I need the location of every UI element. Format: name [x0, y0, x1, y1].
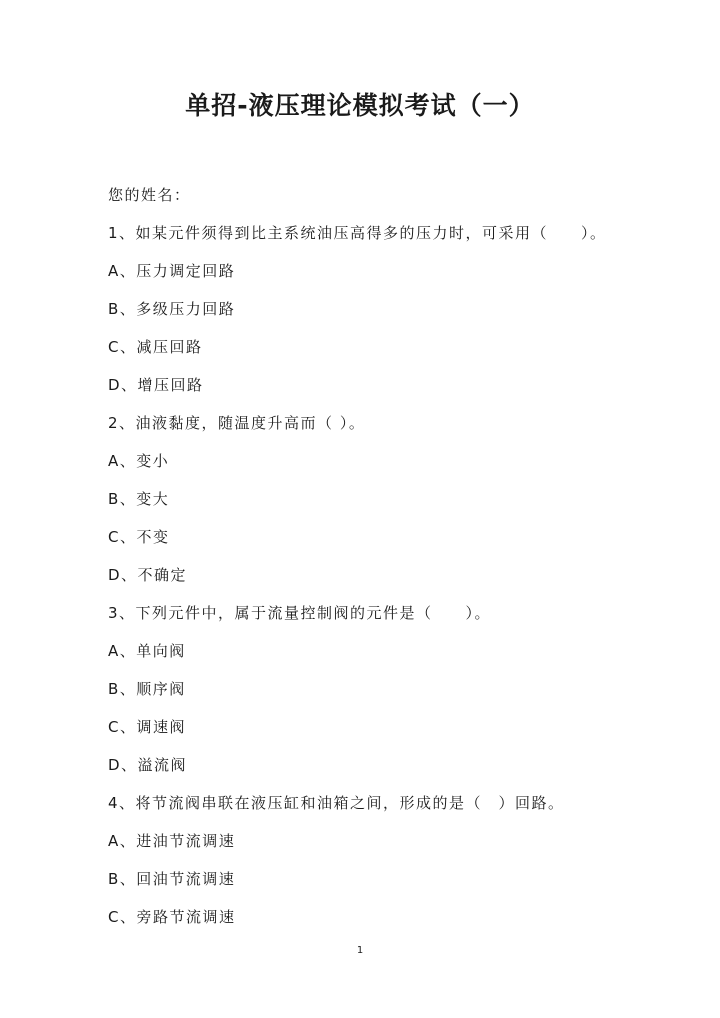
name-field-label: 您的姓名：	[108, 186, 191, 204]
question-2: 2、油液黏度，随温度升高而（ ）。	[108, 414, 366, 432]
page-title: 单招-液压理论模拟考试（一）	[185, 91, 535, 120]
question-2-option-c: C、不变	[108, 528, 170, 546]
question-2-option-a: A、变小	[108, 452, 170, 470]
question-3-option-b: B、顺序阀	[108, 680, 186, 698]
question-1-option-b: B、多级压力回路	[108, 300, 236, 318]
question-4-option-b: B、回油节流调速	[108, 870, 236, 888]
question-4-option-c: C、旁路节流调速	[108, 908, 236, 926]
question-3-option-d: D、溢流阀	[108, 756, 188, 774]
question-1-option-d: D、增压回路	[108, 376, 204, 394]
document-body	[108, 176, 648, 936]
question-4-option-a: A、进油节流调速	[108, 832, 236, 850]
question-3-option-a: A、单向阀	[108, 642, 186, 660]
question-4: 4、将节流阀串联在液压缸和油箱之间，形成的是（ ）回路。	[108, 794, 565, 812]
question-3-option-c: C、调速阀	[108, 718, 186, 736]
page-number: 1	[356, 945, 364, 956]
question-2-option-b: B、变大	[108, 490, 170, 508]
question-1-option-a: A、压力调定回路	[108, 262, 236, 280]
question-2-option-d: D、不确定	[108, 566, 188, 584]
question-1-option-c: C、减压回路	[108, 338, 203, 356]
question-3: 3、下列元件中，属于流量控制阀的元件是（ ）。	[108, 604, 492, 622]
question-1: 1、如某元件须得到比主系统油压高得多的压力时，可采用（ ）。	[108, 224, 607, 242]
